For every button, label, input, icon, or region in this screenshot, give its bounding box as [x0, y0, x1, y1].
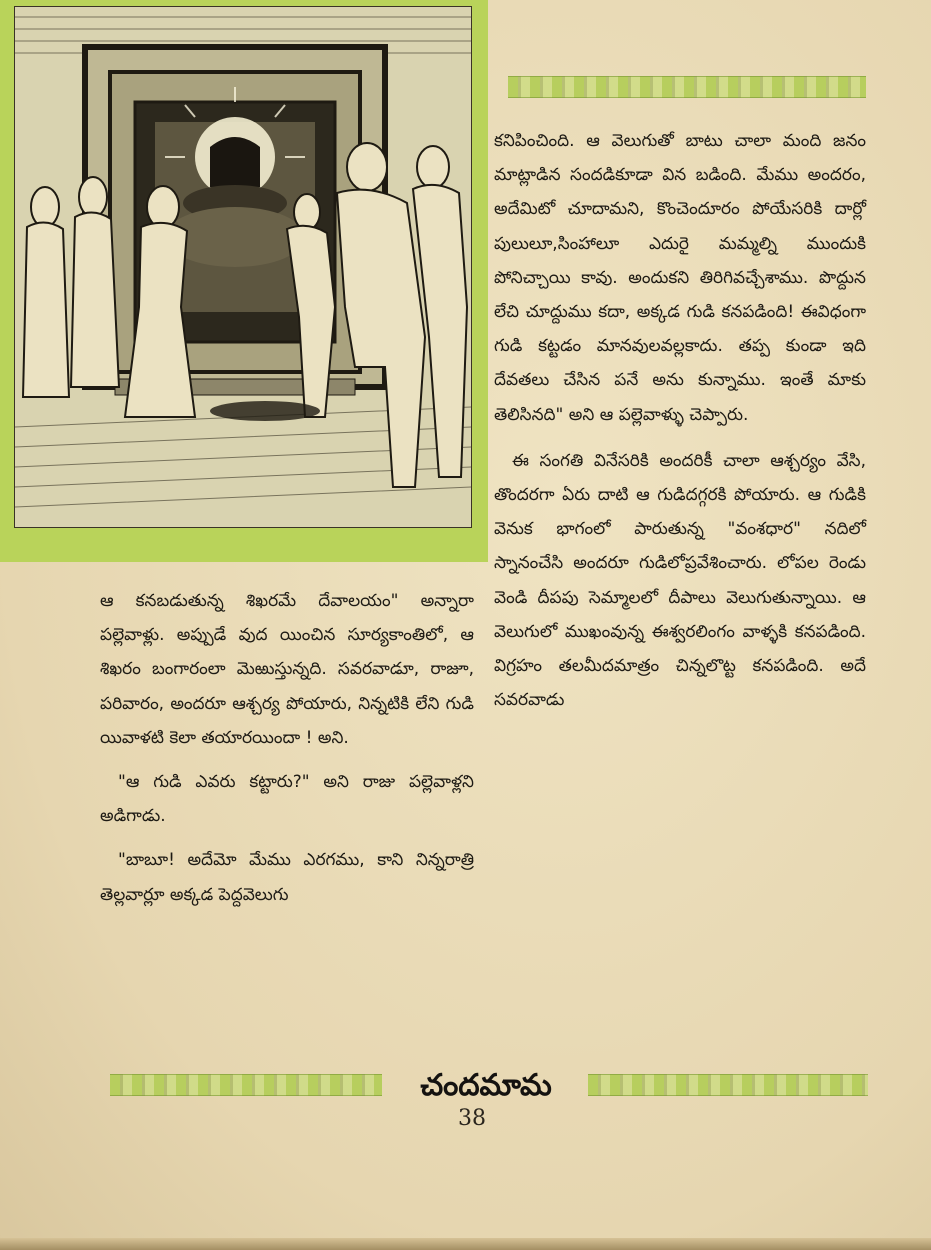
- left-text-column: [100, 584, 480, 912]
- decorative-border-footer-right: [588, 1074, 868, 1096]
- temple-illustration: [14, 6, 472, 528]
- story-paragraph: ఈ సంగతి వినేసరికి అందరికీ చాలా ఆశ్చర్యం వేసి, తొందరగా ఏరు దాటి ఆ గుడిదగ్గరకి పోయారు. ఆ గుడికి వెనుక భాగంలో పారుతున్న "వంశధార" నదిలో స్నానంచేసి అందరూ గుడిలోప్రవేశించారు. లోపల రెండు వెండి దీపపు సెమ్మాలలో దీపాలు వెలుగుతున్నాయి. ఆ వెలుగులో ముఖంవున్న ఈశ్వరలింగం వాళ్ళకి కనపడింది. విగ్రహం తలమీదమాత్రం చిన్నలొట్ట కనపడింది. అదే సవరవాడు: [494, 450, 872, 711]
- decorative-border-top: [508, 76, 866, 98]
- story-paragraph: "ఆ గుడి ఎవరు కట్టారు?" అని రాజు పల్లెవాళ్లని అడిగాడు.: [100, 772, 480, 827]
- right-text-column: [494, 124, 872, 717]
- page-bottom-edge: [0, 1238, 931, 1250]
- temple-scene-drawing: [15, 7, 471, 527]
- page-number: 38: [458, 1106, 486, 1131]
- story-paragraph: "బాబూ! అదేమో మేము ఎరగము, కాని నిన్నరాత్రి తెల్లవార్లూ అక్కడ పెద్దవెలుగు: [100, 850, 480, 905]
- illustration-frame: [0, 0, 488, 562]
- story-paragraph: ఆ కనబడుతున్న శిఖరమే దేవాలయం" అన్నారా పల్లెవాళ్లు. అప్పుడే వుద యించిన సూర్యకాంతిలో, ఆ శిఖరం బంగారంలా మెఱుస్తున్నది. సవరవాడూ, రాజూ, పరివారం, అందరూ ఆశ్చర్య పోయారు, నిన్నటికి లేని గుడి యివాళటి కెలా తయారయిందా ! అని.: [100, 591, 480, 748]
- decorative-border-footer-left: [110, 1074, 382, 1096]
- story-paragraph: కనిపించింది. ఆ వెలుగుతో బాటు చాలా మంది జనం మాట్లాడిన సందడికూడా విన బడింది. మేము అందరం, అదేమిటో చూదామని, కొంచెందూరం పోయేసరికి దార్లో పులులూ,సింహాలూ ఎదురై మమ్మల్ని ముందుకి పోనిచ్చాయి కావు. అందుకని తిరిగివచ్చేశాము. పొద్దున లేచి చూద్దుము కదా, అక్కడ గుడి కనపడింది! ఈవిధంగా గుడి కట్టడం మానవులవల్లకాదు. తప్ప కుండా ఇది దేవతలు చేసిన పనే అను కున్నాము. ఇంతే మాకు తెలిసినది" అని ఆ పల్లెవాళ్ళు చెప్పారు.: [494, 131, 872, 425]
- magazine-title: చందమామ: [420, 1068, 552, 1103]
